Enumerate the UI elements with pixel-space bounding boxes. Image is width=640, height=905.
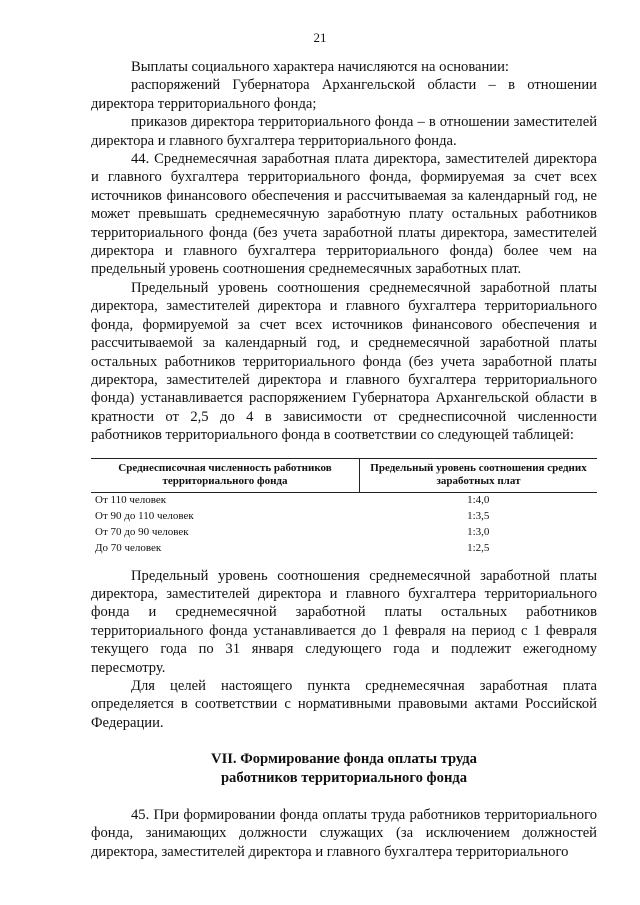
paragraph-average-salary: Для целей настоящего пункта среднемесячная заработная плата определяется в соответствии с нормативными правовыми актами Российской Федерации. xyxy=(91,677,597,731)
section-heading-line-1: VII. Формирование фонда оплаты труда xyxy=(211,751,477,768)
paragraph-item-44: 44. Среднемесячная заработная плата директора, заместителей директора и главного бухгалтера территориального фонда, формируемая за счет всех источников финансового обеспечения и рассчитываемая за календарный год, не может превышать среднемесячную заработную плату остальных работников территориального фонда (без учета заработной платы директора, заместителей директора и главного бухгалтера территориального фонда) более чем на предельный уровень соотношения среднемесячных заработных плат. xyxy=(91,151,597,278)
table-row xyxy=(91,509,597,525)
paragraph-ratio-limit: Предельный уровень соотношения среднемесячной заработной платы директора, заместителей директора и главного бухгалтера территориального фонда, формируемой за счет всех источников финансового обеспечения и рассчитываемой за календарный год, и среднемесячной заработной платы остальных работников территориального фонда (без учета заработной платы директора, заместителей директора и главного бухгалтера территориального фонда) устанавливается распоряжением Губернатора Архангельской области в кратности от 2,5 до 4 в зависимости от среднесписочной численности работников территориального фонда в соответствии со следующей таблицей: xyxy=(91,279,597,444)
section-heading xyxy=(91,750,597,787)
paragraph-item-45: 45. При формировании фонда оплаты труда работников территориального фонда, занимающих должности служащих (за исключением должностей директора, заместителей директора и главного бухгалтера территориального xyxy=(91,807,597,860)
section-heading-line-2: работников территориального фонда xyxy=(220,769,468,786)
table-cell-count: От 90 до 110 человек xyxy=(95,509,194,522)
table-cell-count: От 70 до 90 человек xyxy=(95,525,189,538)
page-number: 21 xyxy=(313,30,327,45)
table-cell-ratio: 1:2,5 xyxy=(467,541,490,554)
paragraph-social-payments: Выплаты социального характера начисляются на основании: xyxy=(131,59,509,75)
table-row xyxy=(91,541,597,557)
table-row xyxy=(91,492,597,509)
document-body xyxy=(91,58,597,861)
ratio-table xyxy=(91,458,597,557)
ratio-table-header-count: Среднесписочная численность работников территориального фонда xyxy=(91,458,360,492)
table-cell-count: До 70 человек xyxy=(95,541,162,554)
table-cell-ratio: 1:4,0 xyxy=(467,493,490,506)
ratio-table-header-ratio: Предельный уровень соотношения средних заработных плат xyxy=(360,458,598,492)
paragraph-governor-orders: распоряжений Губернатора Архангельской области – в отношении директора территориального фонда; xyxy=(91,77,597,112)
ratio-table-header-row xyxy=(91,458,597,492)
paragraph-ratio-period: Предельный уровень соотношения среднемесячной заработной платы директора, заместителей директора и главного бухгалтера территориального фонда и среднемесячной заработной платы остальных работников территориального фонда устанавливается до 1 февраля на период с 1 февраля текущего года по 31 января следующего года и подлежит ежегодному пересмотру. xyxy=(91,567,597,676)
paragraph-director-orders: приказов директора территориального фонда – в отношении заместителей директора и главного бухгалтера территориального фонда. xyxy=(91,114,597,149)
table-cell-ratio: 1:3,0 xyxy=(467,525,490,538)
table-cell-count: От 110 человек xyxy=(95,493,167,506)
table-row xyxy=(91,525,597,541)
table-cell-ratio: 1:3,5 xyxy=(467,509,490,522)
